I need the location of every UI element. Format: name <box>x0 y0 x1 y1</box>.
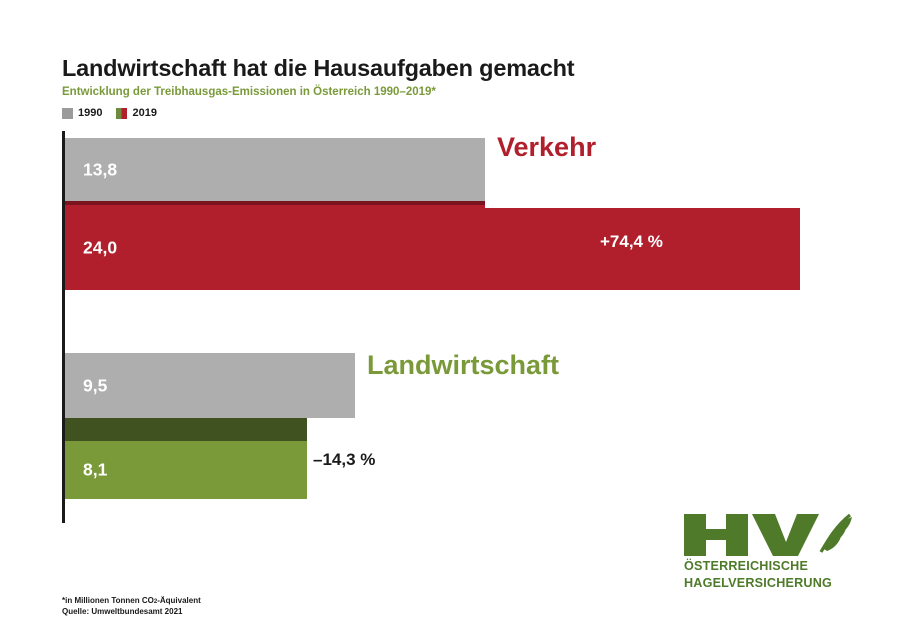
logo-line-1: ÖSTERREICHISCHE <box>684 559 809 573</box>
bar-value-landwirtschaft-1990: 9,5 <box>83 375 108 395</box>
page-title: Landwirtschaft hat die Hausaufgaben gemacht <box>62 55 575 81</box>
bar-verkehr-1990 <box>65 138 485 201</box>
bar-landwirtschaft-1990 <box>65 353 355 418</box>
chart-legend <box>62 107 157 119</box>
logo-line-2: HAGELVERSICHERUNG <box>684 575 833 590</box>
delta-label-verkehr: +74,4 % <box>600 232 663 251</box>
bar-landwirtschaft-2019 <box>65 441 307 499</box>
hv-logo-icon <box>682 512 857 558</box>
legend-swatch-1990-icon <box>62 108 73 119</box>
footnote-unit-text: *in Millionen Tonnen CO <box>62 596 154 605</box>
footnote-unit-subscript: 2 <box>153 599 158 605</box>
delta-label-landwirtschaft: –14,3 % <box>313 450 376 469</box>
page-subtitle <box>62 86 436 98</box>
bar-value-verkehr-1990: 13,8 <box>83 159 118 179</box>
page-subtitle-text: Entwicklung der Treibhausgas-Emissionen in Österreich 1990–2019* <box>62 86 436 98</box>
footnote-source: Quelle: Umweltbundesamt 2021 <box>62 606 183 616</box>
legend-swatch-2019-icon <box>116 108 127 119</box>
legend-item-2019 <box>116 107 156 119</box>
logo-wordmark <box>684 558 832 591</box>
bar-value-landwirtschaft-2019: 8,1 <box>83 459 108 480</box>
footnote-line-1 <box>62 596 201 607</box>
legend-label-1990: 1990 <box>78 107 103 119</box>
legend-label-2019: 2019 <box>132 107 157 119</box>
bar-value-verkehr-2019: 24,0 <box>83 237 118 257</box>
bar-verkehr-2019 <box>65 205 800 290</box>
bar-verkehr-2019-divider <box>485 205 800 208</box>
category-label-verkehr: Verkehr <box>497 132 597 162</box>
footnote <box>62 596 201 618</box>
category-label-landwirtschaft: Landwirtschaft <box>367 350 560 380</box>
logo <box>682 512 857 590</box>
footnote-unit-suffix: -Äquivalent <box>157 596 201 605</box>
legend-item-1990 <box>62 107 102 119</box>
